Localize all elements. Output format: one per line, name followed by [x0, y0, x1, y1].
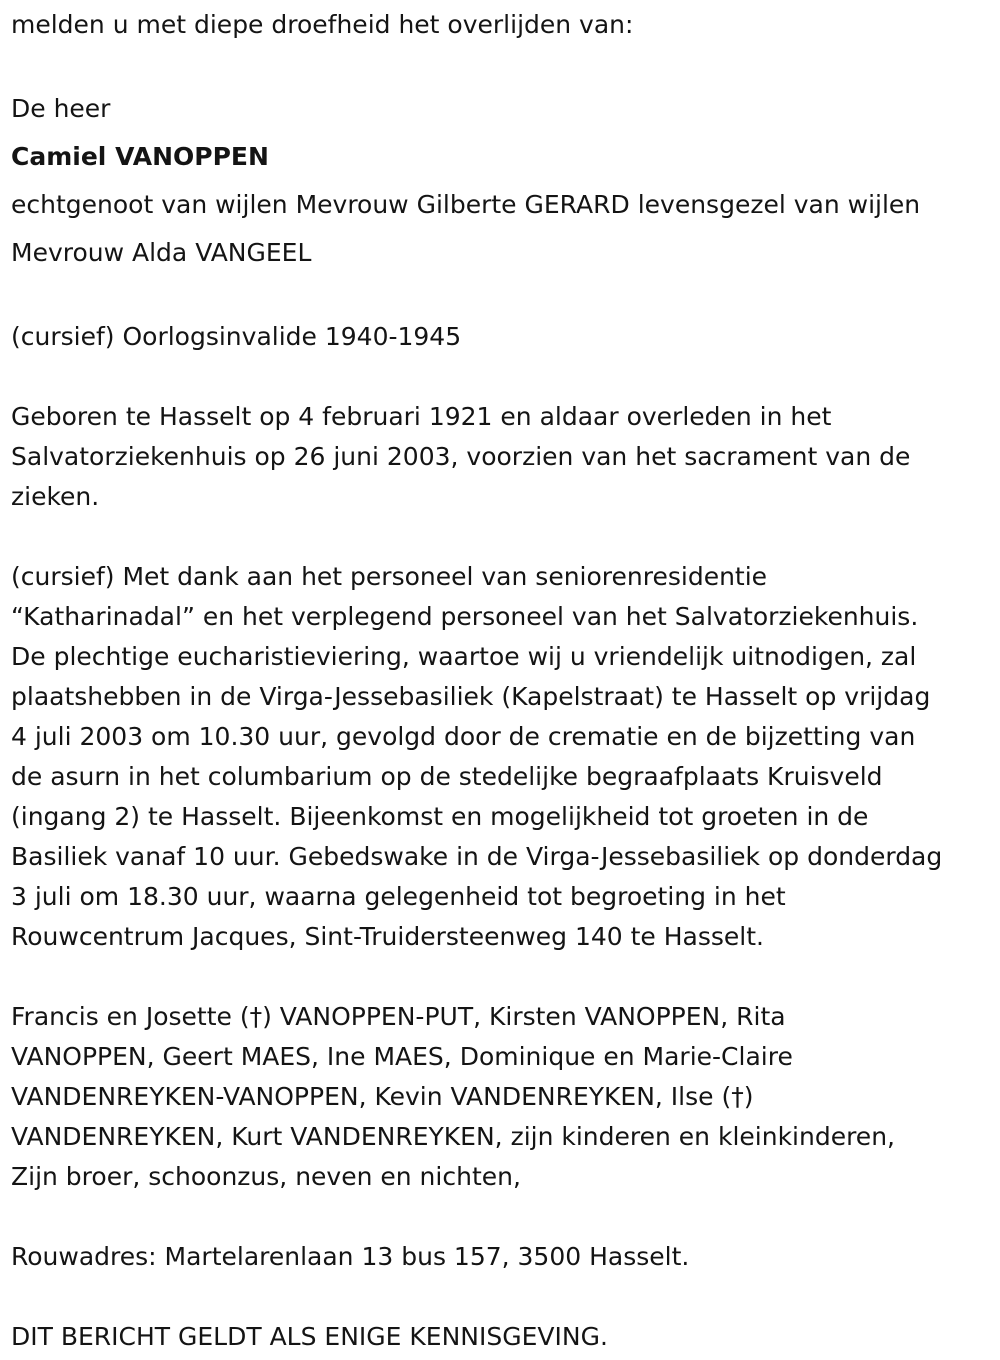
paragraph-line: Zijn broer, schoonzus, neven en nichten, [11, 1162, 521, 1191]
deceased-block [11, 85, 988, 277]
paragraph-line: (cursief) Met dank aan het personeel van seniorenresidentie [11, 562, 768, 591]
intro-text: melden u met diepe droefheid het overlijden van: [11, 10, 634, 39]
family-paragraph [11, 997, 988, 1197]
paragraph-line: 4 juli 2003 om 10.30 uur, gevolgd door de crematie en de bijzetting van [11, 722, 916, 751]
ceremony-paragraph [11, 557, 988, 957]
spacer [11, 517, 988, 557]
spacer [11, 1277, 988, 1317]
paragraph-line: Salvatorziekenhuis op 26 juni 2003, voorzien van het sacrament van de [11, 442, 911, 471]
spacer [11, 277, 988, 317]
spacer [11, 45, 988, 85]
paragraph-line: VANDENREYKEN-VANOPPEN, Kevin VANDENREYKEN, Ilse (†) [11, 1082, 754, 1111]
paragraph-line: plaatshebben in de Virga-Jessebasiliek (Kapelstraat) te Hasselt op vrijdag [11, 682, 931, 711]
mourning-address: Rouwadres: Martelarenlaan 13 bus 157, 3500 Hasselt. [11, 1242, 690, 1271]
paragraph-line: Francis en Josette (†) VANOPPEN-PUT, Kirsten VANOPPEN, Rita [11, 1002, 786, 1031]
paragraph-line: zieken. [11, 482, 100, 511]
paragraph-line: Geboren te Hasselt op 4 februari 1921 en aldaar overleden in het [11, 402, 832, 431]
paragraph-line: “Katharinadal” en het verplegend personeel van het Salvatorziekenhuis. [11, 602, 919, 631]
notice-text: DIT BERICHT GELDT ALS ENIGE KENNISGEVING. [11, 1322, 608, 1351]
paragraph-line: Rouwcentrum Jacques, Sint-Truidersteenweg 140 te Hasselt. [11, 922, 764, 951]
paragraph-line: (ingang 2) te Hasselt. Bijeenkomst en mogelijkheid tot groeten in de [11, 802, 869, 831]
paragraph-line: 3 juli om 18.30 uur, waarna gelegenheid tot begroeting in het [11, 882, 786, 911]
honor-text: (cursief) Oorlogsinvalide 1940-1945 [11, 322, 462, 351]
spouse-line: Mevrouw Alda VANGEEL [11, 238, 312, 267]
paragraph-line: De plechtige eucharistieviering, waartoe wij u vriendelijk uitnodigen, zal [11, 642, 917, 671]
salutation: De heer [11, 94, 111, 123]
paragraph-line: de asurn in het columbarium op de stedelijke begraafplaats Kruisveld [11, 762, 883, 791]
spouse-line: echtgenoot van wijlen Mevrouw Gilberte GERARD levensgezel van wijlen [11, 190, 921, 219]
spacer [11, 357, 988, 397]
paragraph-line: VANDENREYKEN, Kurt VANDENREYKEN, zijn kinderen en kleinkinderen, [11, 1122, 895, 1151]
spacer [11, 957, 988, 997]
paragraph-line: VANOPPEN, Geert MAES, Ine MAES, Dominique en Marie-Claire [11, 1042, 793, 1071]
spacer [11, 1197, 988, 1237]
deceased-name: Camiel VANOPPEN [11, 142, 269, 171]
paragraph-line: Basiliek vanaf 10 uur. Gebedswake in de Virga-Jessebasiliek op donderdag [11, 842, 943, 871]
birth-death-paragraph [11, 397, 988, 517]
